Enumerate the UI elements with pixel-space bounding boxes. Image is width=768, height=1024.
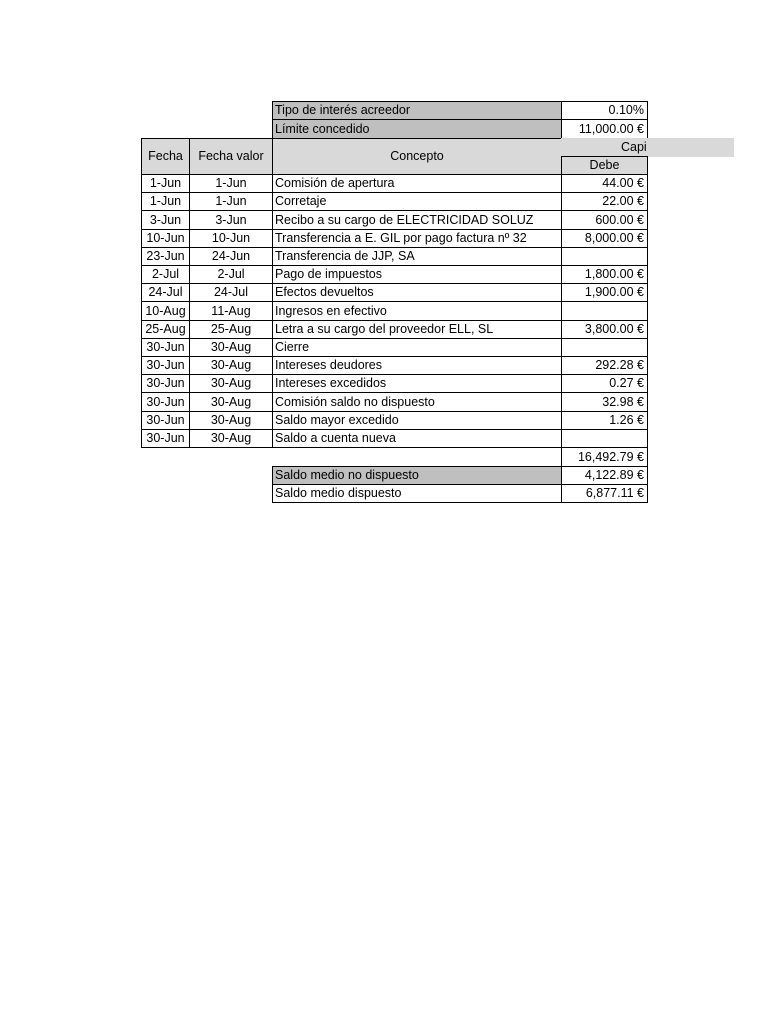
cell-debe: 44.00 € — [561, 174, 648, 193]
cell-fecha: 10-Jun — [141, 229, 190, 248]
cell-concepto: Pago de impuestos — [272, 265, 562, 284]
cell-fecha: 1-Jun — [141, 192, 190, 211]
header-debe: Debe — [561, 156, 648, 175]
header-concepto: Concepto — [272, 138, 562, 175]
tipo-interes-value: 0.10% — [561, 101, 648, 120]
cell-debe: 3,800.00 € — [561, 320, 648, 339]
cell-concepto: Transferencia de JJP, SA — [272, 247, 562, 266]
cell-fecha-valor: 30-Aug — [189, 411, 273, 430]
cell-debe — [561, 301, 648, 321]
cell-debe — [561, 247, 648, 266]
cell-debe: 32.98 € — [561, 392, 648, 412]
saldo-dispuesto-label: Saldo medio dispuesto — [272, 484, 562, 503]
cell-concepto: Comisión de apertura — [272, 174, 562, 193]
header-capital: Capi — [561, 138, 734, 157]
saldo-no-dispuesto-value: 4,122.89 € — [561, 466, 648, 485]
cell-fecha: 1-Jun — [141, 174, 190, 193]
cell-debe — [561, 429, 648, 448]
cell-fecha: 25-Aug — [141, 320, 190, 339]
limite-concedido-value: 11,000.00 € — [561, 119, 648, 139]
cell-debe: 8,000.00 € — [561, 229, 648, 248]
saldo-no-dispuesto-label: Saldo medio no dispuesto — [272, 466, 562, 485]
tipo-interes-label: Tipo de interés acreedor — [272, 101, 562, 120]
cell-fecha-valor: 3-Jun — [189, 210, 273, 230]
cell-concepto: Corretaje — [272, 192, 562, 211]
cell-fecha-valor: 24-Jul — [189, 283, 273, 302]
cell-debe: 1,800.00 € — [561, 265, 648, 284]
cell-fecha: 30-Jun — [141, 374, 190, 393]
cell-concepto: Cierre — [272, 338, 562, 357]
header-fecha: Fecha — [141, 138, 190, 175]
cell-fecha: 30-Jun — [141, 356, 190, 375]
cell-fecha: 30-Jun — [141, 392, 190, 412]
cell-fecha-valor: 30-Aug — [189, 429, 273, 448]
limite-concedido-label: Límite concedido — [272, 119, 562, 139]
cell-debe: 0.27 € — [561, 374, 648, 393]
cell-debe: 22.00 € — [561, 192, 648, 211]
cell-fecha: 30-Jun — [141, 411, 190, 430]
cell-fecha-valor: 24-Jun — [189, 247, 273, 266]
cell-debe: 292.28 € — [561, 356, 648, 375]
cell-concepto: Efectos devueltos — [272, 283, 562, 302]
cell-fecha-valor: 1-Jun — [189, 174, 273, 193]
cell-concepto: Comisión saldo no dispuesto — [272, 392, 562, 412]
cell-concepto: Intereses excedidos — [272, 374, 562, 393]
cell-fecha-valor: 30-Aug — [189, 374, 273, 393]
cell-fecha-valor: 1-Jun — [189, 192, 273, 211]
cell-fecha: 3-Jun — [141, 210, 190, 230]
total-debe: 16,492.79 € — [561, 447, 648, 467]
cell-fecha: 24-Jul — [141, 283, 190, 302]
cell-fecha-valor: 30-Aug — [189, 338, 273, 357]
cell-fecha: 2-Jul — [141, 265, 190, 284]
cell-fecha-valor: 30-Aug — [189, 392, 273, 412]
cell-debe: 1.26 € — [561, 411, 648, 430]
cell-debe — [561, 338, 648, 357]
cell-concepto: Intereses deudores — [272, 356, 562, 375]
saldo-dispuesto-value: 6,877.11 € — [561, 484, 648, 503]
cell-fecha-valor: 10-Jun — [189, 229, 273, 248]
cell-concepto: Saldo a cuenta nueva — [272, 429, 562, 448]
cell-debe: 1,900.00 € — [561, 283, 648, 302]
cell-fecha-valor: 25-Aug — [189, 320, 273, 339]
cell-concepto: Recibo a su cargo de ELECTRICIDAD SOLUZ — [272, 210, 562, 230]
cell-fecha: 30-Jun — [141, 338, 190, 357]
header-fecha-valor: Fecha valor — [189, 138, 273, 175]
cell-debe: 600.00 € — [561, 210, 648, 230]
cell-fecha: 10-Aug — [141, 301, 190, 321]
cell-concepto: Transferencia a E. GIL por pago factura nº 32 — [272, 229, 562, 248]
cell-concepto: Ingresos en efectivo — [272, 301, 562, 321]
cell-concepto: Letra a su cargo del proveedor ELL, SL — [272, 320, 562, 339]
cell-fecha: 30-Jun — [141, 429, 190, 448]
cell-fecha-valor: 11-Aug — [189, 301, 273, 321]
cell-concepto: Saldo mayor excedido — [272, 411, 562, 430]
cell-fecha: 23-Jun — [141, 247, 190, 266]
cell-fecha-valor: 2-Jul — [189, 265, 273, 284]
cell-fecha-valor: 30-Aug — [189, 356, 273, 375]
